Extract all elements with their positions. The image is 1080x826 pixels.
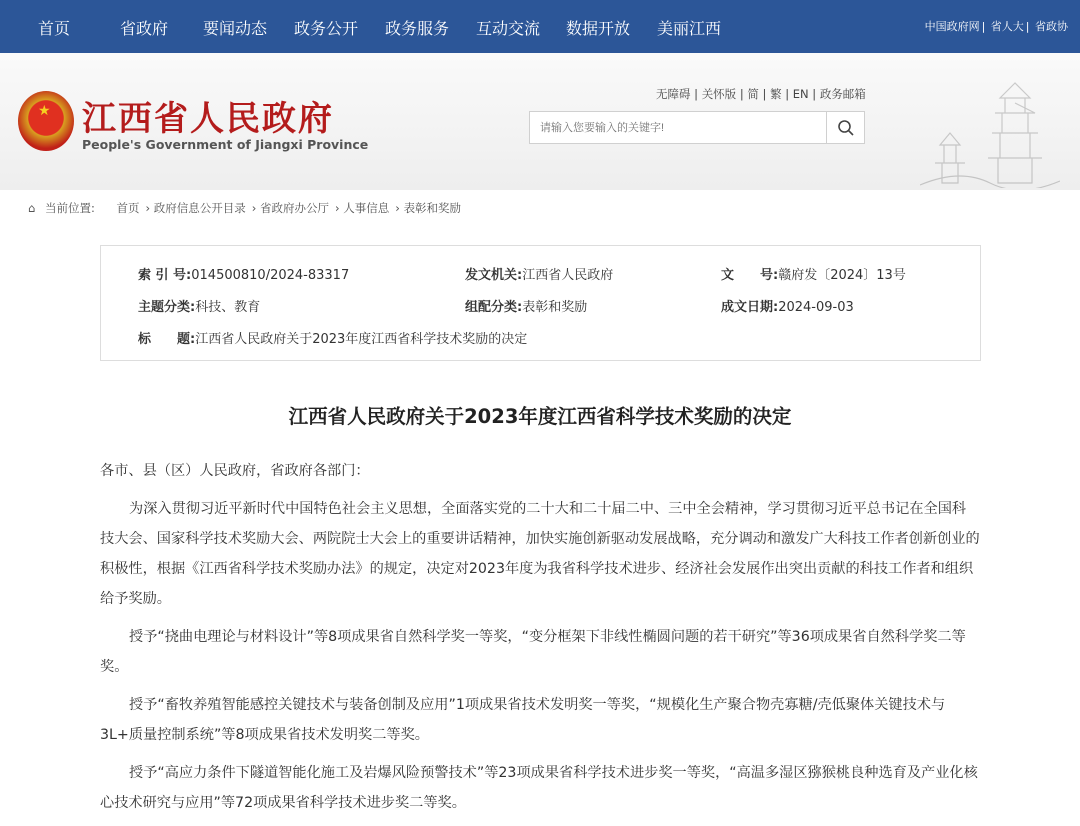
nav-province-gov[interactable]: 省政府 [120, 19, 169, 38]
link-accessibility[interactable]: 无障碍 [656, 87, 691, 101]
nav-interaction[interactable]: 互动交流 [476, 19, 541, 38]
meta-topic: 主题分类:科技、教育 [138, 300, 261, 315]
document-metadata-box [100, 245, 981, 361]
link-simplified[interactable]: 简 [747, 87, 759, 101]
breadcrumb-info-catalog[interactable]: 政府信息公开目录 [153, 201, 246, 215]
meta-issuer: 发文机关:江西省人民政府 [465, 268, 614, 283]
breadcrumb-label: 当前位置: [44, 201, 95, 215]
site-logo-subtitle: People's Government of Jiangxi Province [82, 137, 369, 152]
paragraph: 授予“挠曲电理论与材料设计”等8项成果省自然科学奖一等奖，“变分框架下非线性椭圆问题的若干研究”等36项成果省自然科学奖二等奖。 [100, 629, 966, 675]
nav-beautiful-jiangxi[interactable]: 美丽江西 [657, 19, 722, 38]
link-gov-mail[interactable]: 政务邮箱 [819, 87, 866, 101]
link-china-gov[interactable]: 中国政府网 [924, 20, 980, 33]
search-input[interactable] [530, 112, 826, 143]
search-icon [837, 119, 855, 137]
breadcrumb-personnel[interactable]: 人事信息 [343, 201, 390, 215]
link-traditional[interactable]: 繁 [770, 87, 782, 101]
meta-doc-number: 文 号:赣府发〔2024〕13号 [721, 268, 906, 283]
nav-news[interactable]: 要闻动态 [203, 19, 268, 38]
breadcrumb-awards[interactable]: 表彰和奖励 [403, 201, 462, 215]
meta-category: 组配分类:表彰和奖励 [465, 300, 588, 315]
nav-open-data[interactable]: 数据开放 [566, 19, 631, 38]
link-english[interactable]: EN [792, 87, 809, 101]
pavilion-illustration [920, 73, 1060, 188]
link-cppcc[interactable]: 省政协 [1035, 20, 1068, 33]
meta-title: 标 题:江西省人民政府关于2023年度江西省科学技术奖励的决定 [138, 332, 528, 347]
search-button[interactable] [826, 112, 864, 143]
external-links: 中国政府网 | 省人大 | 省政协 [924, 20, 1068, 33]
breadcrumb-home[interactable]: 首页 [116, 201, 140, 215]
star-icon: ★ [38, 103, 51, 119]
paragraph: 授予“畜牧养殖智能感控关键技术与装备创制及应用”1项成果省技术发明奖一等奖，“规模化生产聚合物壳寡糖/壳低聚体关键技术与3L+质量控制系统”等8项成果省技术发明奖二等奖。 [100, 697, 946, 743]
salutation: 各市、县（区）人民政府，省政府各部门： [100, 463, 370, 479]
article-title: 江西省人民政府关于2023年度江西省科学技术奖励的决定 [288, 405, 792, 428]
link-provincial-congress[interactable]: 省人大 [990, 20, 1024, 33]
paragraph: 授予“高应力条件下隧道智能化施工及岩爆风险预警技术”等23项成果省科学技术进步奖一等奖，“高温多湿区猕猴桃良种选育及产业化核心技术研究与应用”等72项成果省科学技术进步奖二等奖。 [100, 765, 978, 811]
meta-date: 成文日期:2024-09-03 [721, 300, 854, 315]
site-header [0, 53, 1080, 190]
breadcrumb: ⌂ 当前位置: 首页 › 政府信息公开目录 › 省政府办公厅 › 人事信息 › 表彰和奖励 [28, 201, 462, 215]
link-elderly-mode[interactable]: 关怀版 [701, 87, 737, 101]
nav-home[interactable]: 首页 [38, 19, 71, 38]
utility-links: 无障碍 | 关怀版 | 简 | 繁 | EN | 政务邮箱 [656, 87, 866, 101]
national-emblem-icon [18, 91, 74, 151]
nav-gov-services[interactable]: 政务服务 [385, 19, 450, 38]
breadcrumb-office[interactable]: 省政府办公厅 [260, 201, 330, 215]
site-logo-title[interactable]: 江西省人民政府 [82, 99, 334, 139]
top-nav [0, 0, 1080, 53]
home-icon: ⌂ [28, 201, 36, 215]
paragraph: 为深入贯彻习近平新时代中国特色社会主义思想，全面落实党的二十大和二十届二中、三中全会精神，学习贯彻习近平总书记在全国科技大会、国家科学技术奖励大会、两院院士大会上的重要讲话精神，加快实施创新驱动发展战略，充分调动和激发广大科技工作者创新创业的积极性，根据《江西省科学技术奖励办法》的规定，决定对2023年度为我省科学技术进步、经济社会发展作出突出贡献的科技工作者和组织给予奖励。 [100, 501, 980, 607]
article-body [100, 456, 980, 826]
search-box [529, 111, 865, 144]
meta-index: 索 引 号:014500810/2024-83317 [138, 268, 350, 283]
nav-gov-affairs-open[interactable]: 政务公开 [294, 19, 359, 38]
